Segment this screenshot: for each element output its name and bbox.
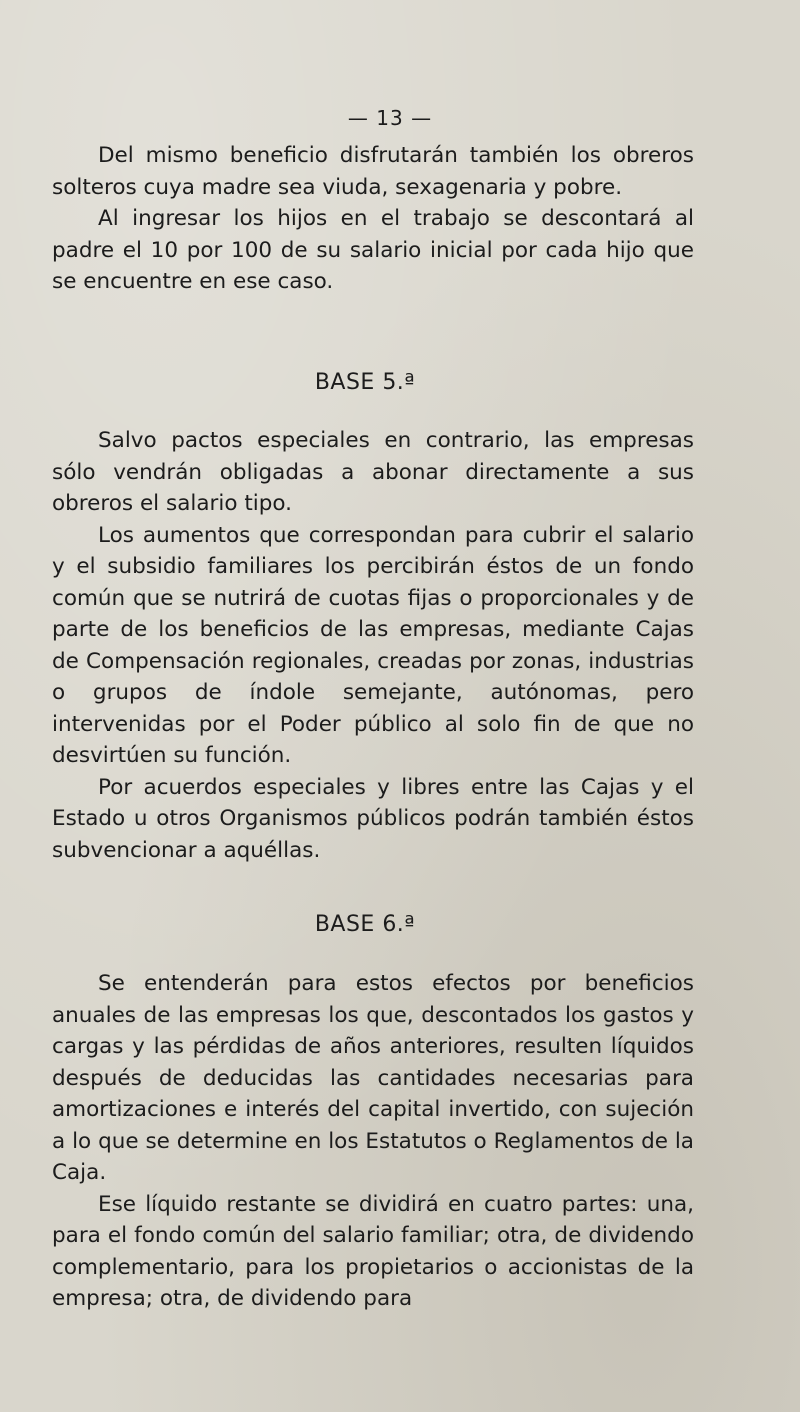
paragraph: Por acuerdos especiales y libres entre las Cajas y el Estado u otros Organismos públicos podrán también éstos subvencionar a aquéllas. — [52, 774, 694, 863]
paragraph: Los aumentos que correspondan para cubrir el salario y el subsidio familiares los percibirán éstos de un fondo común que se nutrirá de cuotas fijas o proporcionales y de parte de los beneficios de las empresas, mediante Cajas de Compensación regionales, creadas por zonas, industrias o grupos de índole semejante, autónomas, pero intervenidas por el Poder público al solo fin de que no desvirtúen su función. — [52, 522, 694, 768]
base-6-heading: BASE 6.ª — [314, 912, 416, 937]
paragraph: Al ingresar los hijos en el trabajo se descontará al padre el 10 por 100 de su salario inicial por cada hijo que se encuentre en ese caso. — [52, 206, 694, 294]
paragraph: Salvo pactos especiales en contrario, las empresas sólo vendrán obligadas a abonar directamente a sus obreros el salario tipo. — [52, 428, 694, 516]
page-number: — 13 — — [347, 106, 433, 130]
intro-text — [52, 140, 694, 298]
base-6-text — [52, 968, 694, 1315]
paragraph: Se entenderán para estos efectos por beneficios anuales de las empresas los que, descontados los gastos y cargas y las pérdidas de años anteriores, resulten líquidos después de deducidas las cantidades necesarias para amortizaciones e interés del capital invertido, con sujeción a lo que se determine en los Estatutos o Reglamentos de la Caja. — [52, 971, 694, 1185]
paragraph: Ese líquido restante se dividirá en cuatro partes: una, para el fondo común del salario familiar; otra, de dividendo complementario, para los propietarios o accionistas de la empresa; otra, de dividendo para — [52, 1191, 694, 1311]
base-5-text — [52, 425, 694, 866]
base-5-heading: BASE 5.ª — [314, 370, 416, 395]
paragraph: Del mismo beneficio disfrutarán también los obreros solteros cuya madre sea viuda, sexagenaria y pobre. — [52, 143, 694, 200]
